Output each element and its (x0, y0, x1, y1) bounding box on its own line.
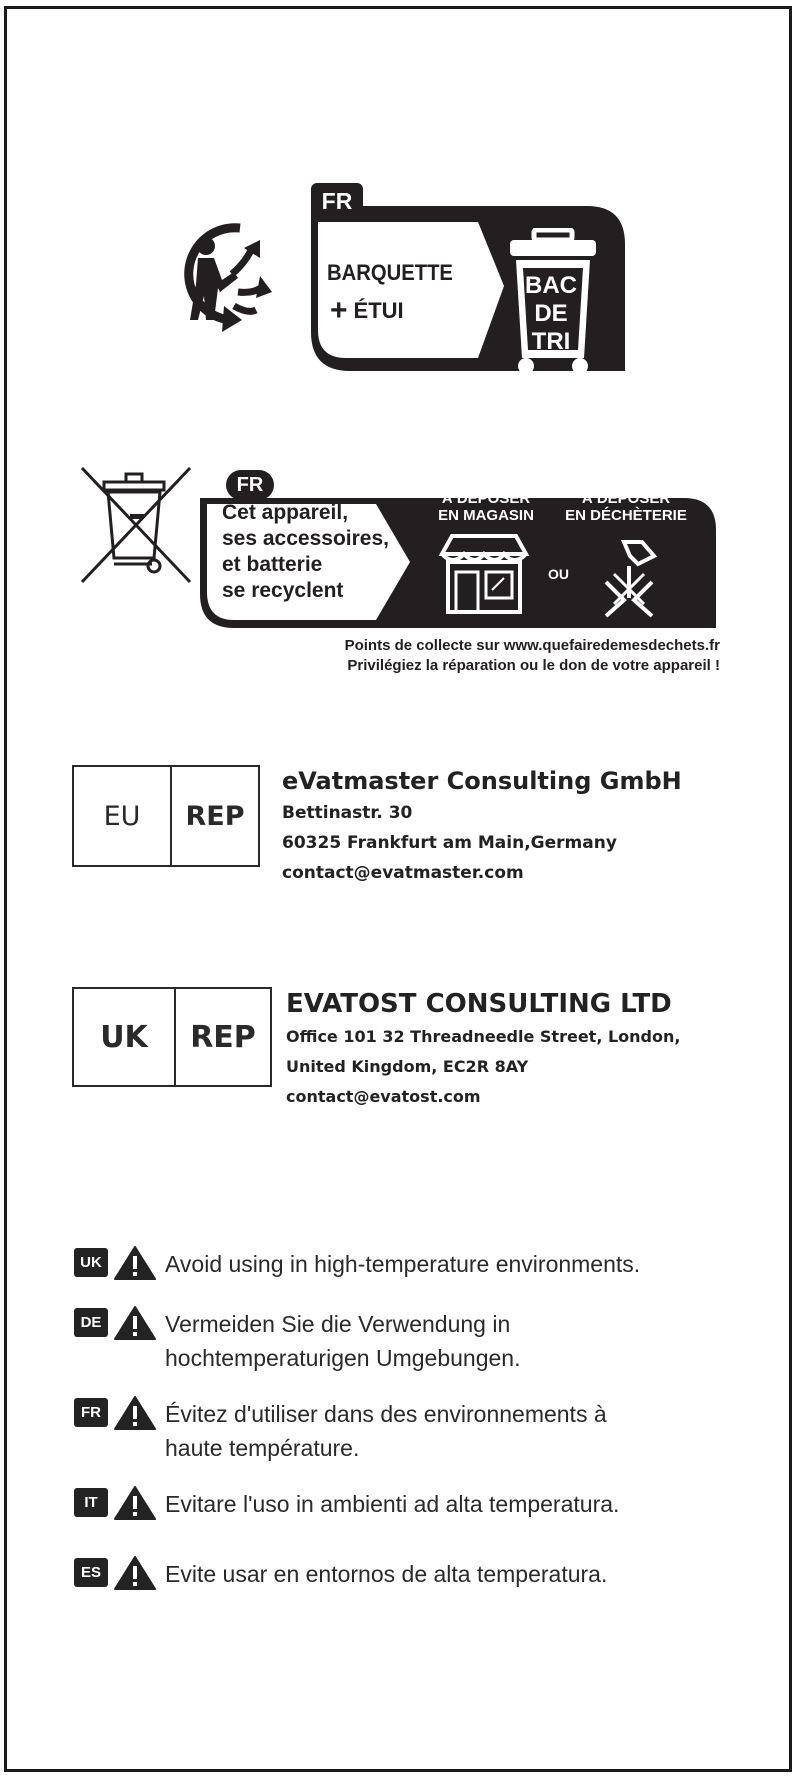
country-badge-uk: UK (74, 1248, 108, 1277)
warning-triangle-icon (113, 1555, 157, 1591)
or-text: OU (548, 566, 569, 582)
packaging-label: BARQUETTE (327, 260, 453, 285)
warning-triangle-icon (113, 1245, 157, 1281)
uk-rep-address-2: United Kingdom, EC2R 8AY (286, 1057, 529, 1076)
country-badge-fr-warning: FR (74, 1398, 108, 1427)
eu-rep-company: eVatmaster Consulting GmbH (282, 767, 682, 795)
warning-text-fr: Évitez d'utiliser dans des environnements à haute température. (165, 1401, 607, 1461)
appliance-line-4: se recyclent (222, 579, 344, 602)
warning-triangle-icon (113, 1305, 157, 1341)
country-badge-es: ES (74, 1558, 108, 1587)
eu-code: EU (103, 800, 141, 832)
warning-text-de: Vermeiden Sie die Verwendung in hochtemperaturigen Umgebungen. (165, 1311, 521, 1371)
shop-storefront-icon (438, 532, 530, 616)
eu-rep-address-2: 60325 Frankfurt am Main,Germany (282, 833, 617, 853)
appliance-line-3: et batterie (222, 553, 323, 576)
warning-triangle-icon (113, 1485, 157, 1521)
uk-code: UK (100, 1019, 148, 1055)
collection-url-line: Points de collecte sur www.quefairedemesdechets.fr (344, 637, 720, 654)
bin-word-de: DE (534, 300, 568, 327)
warning-text-it: Evitare l'uso in ambienti ad alta temperatura. (165, 1491, 620, 1517)
uk-rep-box (72, 987, 272, 1087)
uk-rep-email: contact@evatost.com (286, 1087, 481, 1106)
waste-disposal-hand-icon (584, 538, 674, 618)
warning-text-uk: Avoid using in high-temperature environments. (165, 1251, 641, 1277)
country-badge-fr: FR (311, 183, 363, 219)
bin-word-bac: BAC (525, 272, 577, 299)
collection-points-text (200, 636, 720, 676)
store-drop-label: À DÉPOSER EN MAGASIN (438, 490, 534, 524)
uk-rep-address-1: Office 101 32 Threadneedle Street, London, (286, 1027, 681, 1046)
dump-drop-label: À DÉPOSER EN DÉCHÈTERIE (565, 490, 687, 524)
warning-row-de (74, 1307, 520, 1375)
warning-triangle-icon (113, 1395, 157, 1431)
uk-rep-company: EVATOST CONSULTING LTD (286, 989, 672, 1019)
repair-advice-line: Privilégiez la réparation ou le don de votre appareil ! (347, 657, 720, 674)
eu-rep-address-1: Bettinastr. 30 (282, 803, 413, 823)
bin-word-tri: TRI (531, 328, 571, 355)
eu-rep-box (72, 765, 260, 867)
appliance-line-2: ses accessoires, (222, 527, 389, 550)
country-badge-it: IT (74, 1488, 108, 1517)
weee-crossed-bin-icon (80, 466, 192, 586)
warning-row-it (74, 1487, 619, 1521)
uk-rep-details (286, 988, 680, 1112)
packaging-label-etui: ÉTUI (353, 298, 404, 323)
triman-logo-icon (168, 210, 273, 335)
packaging-label-2 (330, 294, 404, 327)
warning-row-uk (74, 1247, 640, 1281)
eu-rep-label: REP (170, 767, 258, 865)
appliance-line-1: Cet appareil, (222, 501, 349, 524)
warning-row-es (74, 1557, 607, 1591)
uk-rep-label: REP (174, 989, 270, 1085)
eu-rep-details (282, 766, 682, 888)
eu-rep-email: contact@evatmaster.com (282, 863, 524, 883)
warning-row-fr (74, 1397, 607, 1465)
country-badge-fr-2: FR (226, 470, 274, 500)
appliance-recycle-text (222, 500, 389, 604)
plus-sign: + (330, 294, 348, 327)
warning-text-es: Evite usar en entornos de alta temperatura. (165, 1561, 608, 1587)
country-badge-de: DE (74, 1308, 108, 1337)
